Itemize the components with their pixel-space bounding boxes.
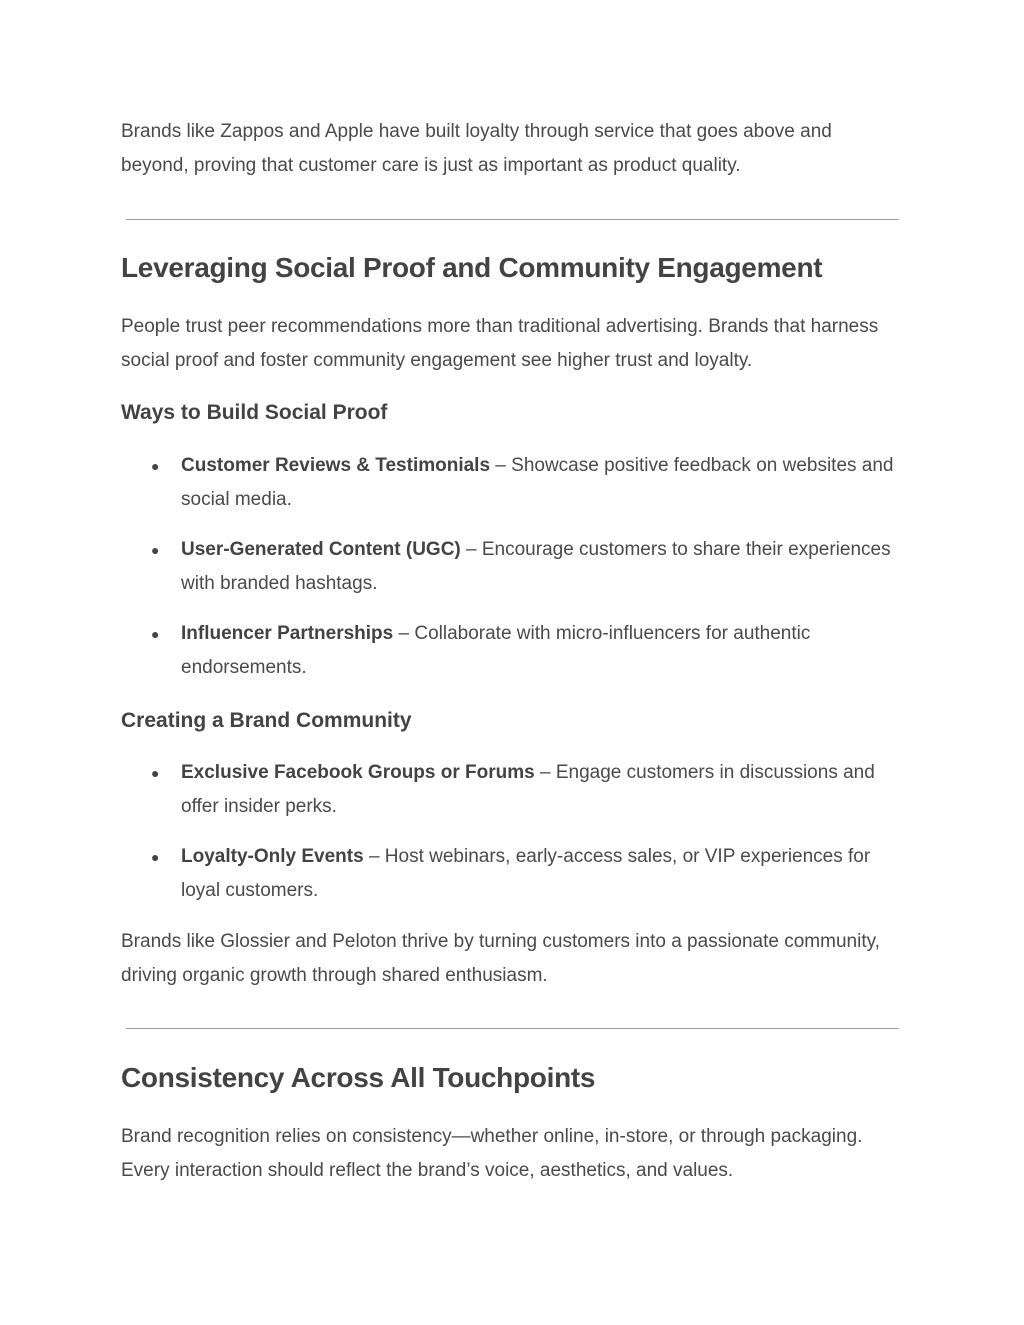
bullet-icon: ●: [151, 458, 160, 474]
subheading-brand-community: Creating a Brand Community: [121, 709, 412, 732]
list-item-term: Influencer Partnerships: [181, 623, 394, 644]
subheading-ways-social-proof: Ways to Build Social Proof: [121, 401, 388, 424]
heading-social-proof: Leveraging Social Proof and Community Engagement: [121, 252, 823, 283]
section-divider: [126, 1028, 899, 1029]
list-item-term: User-Generated Content (UGC): [181, 539, 461, 560]
list-item-term: Customer Reviews & Testimonials: [181, 455, 491, 476]
bullet-icon: ●: [151, 626, 160, 642]
list-item-term: Exclusive Facebook Groups or Forums: [181, 762, 535, 783]
social-proof-paragraph: People trust peer recommendations more than traditional advertising. Brands that harness social proof and foster community engagement see higher trust and loyalty.: [121, 316, 879, 371]
intro-paragraph: Brands like Zappos and Apple have built loyalty through service that goes above and beyond, proving that customer care is just as important as product quality.: [121, 121, 832, 176]
list-item-description: – Engage customers in discussions and offer insider perks.: [181, 762, 875, 817]
social-proof-closing-paragraph: Brands like Glossier and Peloton thrive by turning customers into a passionate community, driving organic growth through shared enthusiasm.: [121, 931, 880, 986]
heading-consistency: Consistency Across All Touchpoints: [121, 1062, 596, 1093]
bullet-icon: ●: [151, 849, 160, 865]
bullet-icon: ●: [151, 765, 160, 781]
list-item-description: – Collaborate with micro-influencers for authentic endorsements.: [181, 623, 811, 678]
consistency-paragraph: Brand recognition relies on consistency—whether online, in-store, or through packaging. Every interaction should reflect the brand’s voice, aesthetics, and values.: [121, 1126, 863, 1181]
list-item-description: – Showcase positive feedback on websites and social media.: [181, 455, 894, 510]
bullet-icon: ●: [151, 542, 160, 558]
section-divider: [126, 219, 899, 220]
list-item-description: – Encourage customers to share their experiences with branded hashtags.: [181, 539, 891, 594]
list-item-term: Loyalty-Only Events: [181, 846, 364, 867]
list-item-description: – Host webinars, early-access sales, or VIP experiences for loyal customers.: [181, 846, 871, 901]
